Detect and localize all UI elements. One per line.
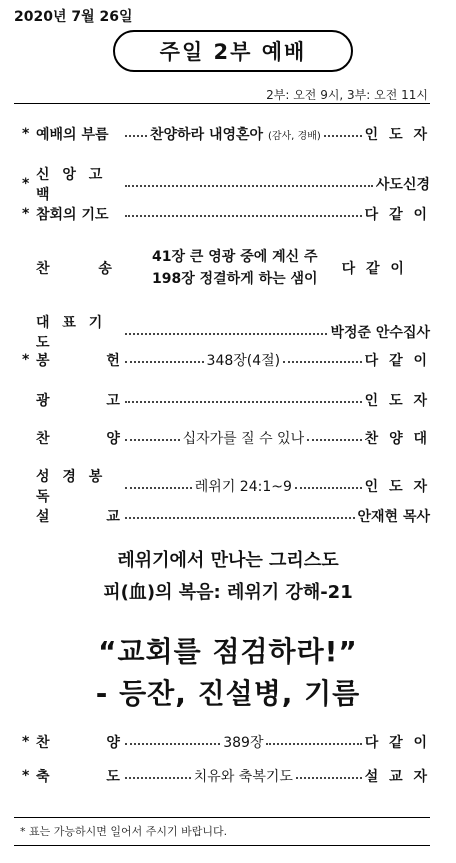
order-label: 찬 양 (36, 735, 121, 751)
dot-leader (125, 487, 192, 489)
star-mark: * (22, 352, 30, 368)
order-row-anthem (22, 428, 430, 448)
star-mark: * (22, 176, 30, 192)
order-label: 봉 헌 (36, 353, 121, 369)
dot-leader (125, 439, 180, 441)
order-leader: 다 같 이 (364, 207, 430, 223)
order-leader: 안재현 목사 (357, 509, 430, 525)
dot-leader (125, 333, 327, 335)
order-middle: 348장(4절) (206, 353, 281, 369)
order-middle-text: 찬양하라 내영혼아 (150, 127, 264, 143)
star-mark: * (22, 206, 30, 222)
order-label: 신 앙 고 백 (36, 167, 107, 203)
order-leader: 찬 양 대 (364, 431, 430, 447)
star-mark: * (22, 768, 30, 784)
dot-leader (296, 777, 362, 779)
order-label: 설 교 (36, 509, 121, 525)
order-middle: 389장 (223, 735, 264, 751)
order-row-hymn (22, 246, 430, 290)
dot-leader (125, 743, 220, 745)
order-label: 찬 송 (36, 261, 113, 277)
order-label: 대 표 기 도 (36, 315, 107, 351)
dot-leader (324, 135, 362, 137)
order-leader: 인 도 자 (364, 479, 430, 495)
sermon-series-line-1: 레위기에서 만나는 그리스도 (117, 550, 339, 571)
dot-leader (307, 439, 362, 441)
order-row-scripture (22, 466, 430, 506)
order-label: 성 경 봉 독 (36, 469, 107, 505)
dot-leader (125, 401, 362, 403)
star-mark: * (22, 734, 30, 750)
order-leader: 인 도 자 (364, 393, 430, 409)
dot-leader (125, 517, 355, 519)
order-row-representative-prayer (22, 312, 430, 352)
order-leader: 다 같 이 (341, 261, 407, 277)
sermon-title-line-2: - 등잔, 진설병, 기름 (95, 677, 361, 710)
star-mark: * (22, 126, 30, 142)
footer-divider-bottom (14, 845, 430, 846)
dot-leader (125, 215, 362, 217)
order-label: 참회의 기도 (36, 207, 109, 223)
order-leader: 설 교 자 (364, 769, 431, 785)
sermon-title-line-1: “교회를 점검하라!” (98, 635, 358, 668)
dot-leader (295, 487, 362, 489)
order-middle: 십자가를 질 수 있나 (182, 431, 305, 447)
dot-leader (125, 361, 204, 363)
order-row-benediction (22, 766, 430, 786)
order-row-announcements (22, 390, 430, 410)
order-label: 광 고 (36, 393, 121, 409)
footer-divider-top (14, 817, 430, 818)
order-middle: 레위기 24:1~9 (194, 479, 292, 495)
order-middle (150, 124, 321, 144)
order-leader: 다 같 이 (364, 735, 431, 751)
dot-leader (266, 743, 361, 745)
dot-leader (283, 361, 362, 363)
top-divider (14, 103, 430, 104)
order-row-closing-hymn (22, 732, 430, 752)
order-middle-lines (152, 246, 318, 290)
dot-leader (125, 135, 147, 137)
order-label: 찬 양 (36, 431, 121, 447)
hymn-line-2: 198장 정결하게 하는 샘이 (152, 271, 318, 287)
order-row-call-to-worship (22, 124, 430, 144)
order-row-offering (22, 350, 430, 370)
dot-leader (125, 185, 373, 187)
bulletin-date: 2020년 7월 26일 (14, 9, 133, 25)
service-times: 2부: 오전 9시, 3부: 오전 11시 (266, 88, 428, 102)
order-leader: 박정준 안수집사 (330, 325, 430, 341)
order-row-confession (22, 204, 430, 224)
service-title: 주일 2부 예배 (159, 40, 307, 64)
order-leader: 사도신경 (375, 177, 430, 193)
order-leader: 인 도 자 (364, 127, 430, 143)
footer-note: * 표는 가능하시면 일어서 주시기 바랍니다. (20, 825, 228, 838)
order-label: 축 도 (36, 769, 121, 785)
order-label: 예배의 부름 (36, 127, 109, 143)
order-middle: 치유와 축복기도 (193, 769, 293, 785)
order-middle-note: (감사, 경배) (267, 131, 321, 142)
dot-leader (125, 777, 191, 779)
sermon-series-line-2: 피(血)의 복음: 레위기 강해-21 (103, 582, 353, 603)
order-row-creed (22, 164, 430, 204)
service-title-box (113, 30, 353, 72)
hymn-line-1: 41장 큰 영광 중에 계신 주 (152, 249, 318, 265)
order-row-sermon (22, 506, 430, 526)
order-leader: 다 같 이 (364, 353, 430, 369)
